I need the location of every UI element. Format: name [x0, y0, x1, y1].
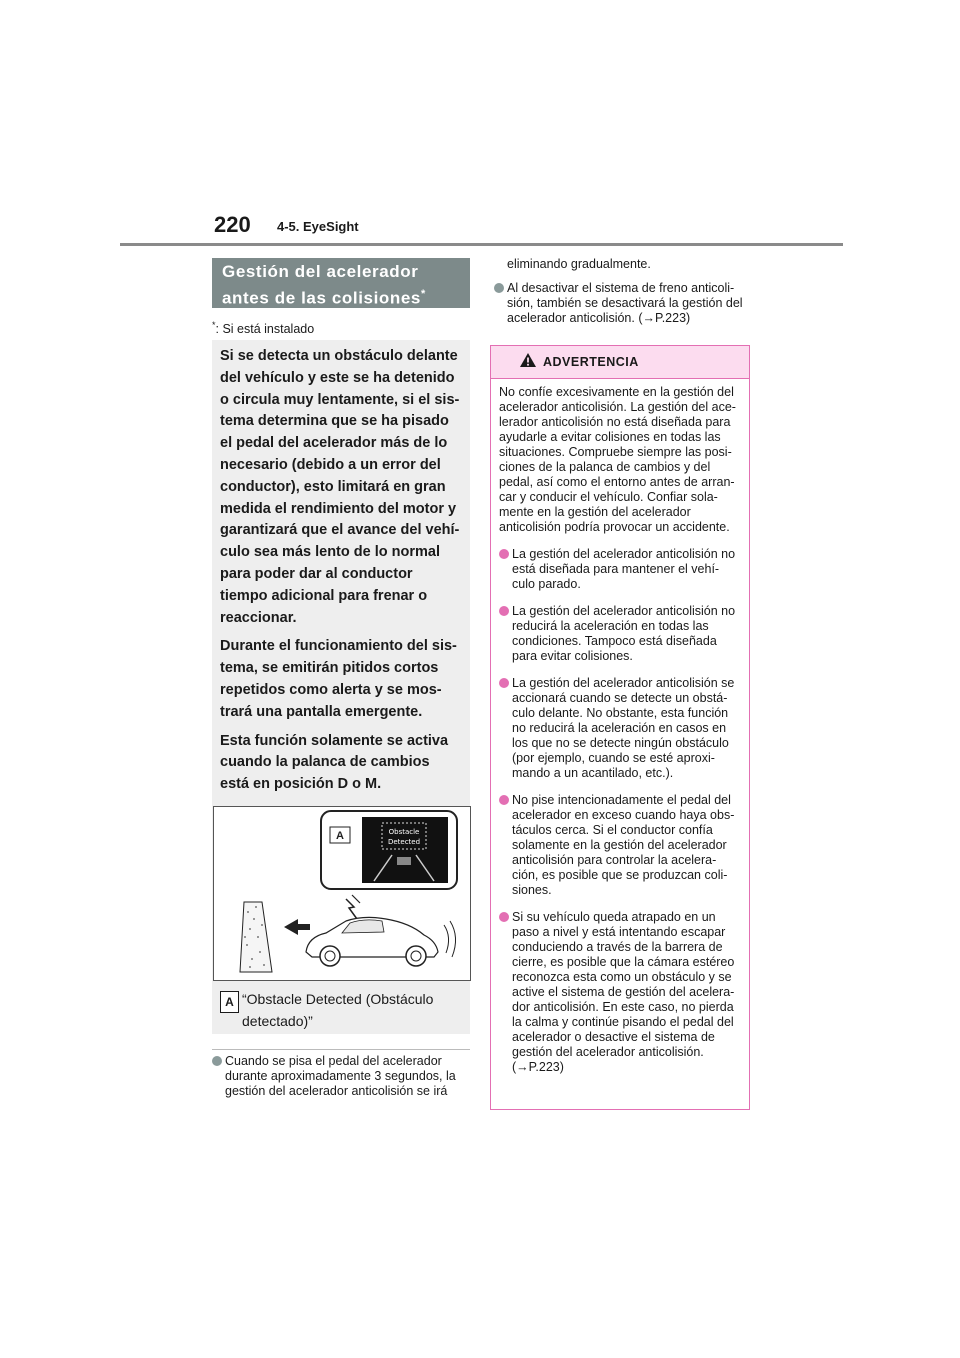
section-title-line1: Gestión del acelerador — [222, 262, 419, 281]
section-heading: 4-5. EyeSight — [277, 219, 359, 234]
list-item: La gestión del acelerador anticolisión no está diseñada para mantener el vehí- culo parado. — [499, 547, 741, 592]
illustration — [213, 806, 471, 981]
summary-paragraph-3: Esta función solamente se activa cuando la palanca de cambios está en posición D o M. — [220, 732, 449, 793]
left-divider — [212, 1049, 470, 1050]
list-item: La gestión del acelerador anticolisión no reducirá la aceleración en todas las condiciones. Tampoco está diseñada para evitar colisiones. — [499, 604, 741, 664]
footnote — [212, 320, 314, 336]
bullet-icon — [499, 795, 509, 805]
callout-label: A — [336, 830, 344, 842]
bullet-icon — [212, 1056, 222, 1066]
summary-paragraph-2: Durante el funcionamiento del sis- tema, se emitirán pitidos cortos repetidos como alerta y se mos- trará una pantalla emergente. — [220, 638, 457, 720]
caption-label-badge: A — [220, 991, 239, 1013]
warning-intro: No confíe excesivamente en la gestión del acelerador anticolisión. La gestión del ace- lerador anticolisión no está diseñada para ayudarle a evitar colisiones en todas las situaciones. Compruebe siempre las posi- ciones de la palanca de cambios y del pedal, así como el entorno antes de arran- car y conducir el vehículo. Confiar sola- mente en la gestión del acelerador anticolisión podría provocar un accidente. — [499, 385, 736, 534]
list-item: No pise intencionadamente el pedal del acelerador en exceso cuando haya obs- táculos cerca. Si el conductor confía solamente en la gestión del acelerador anticolisión para controlar la acelera- ción, es posible que se produzcan coli- siones. — [499, 793, 741, 898]
bullet-icon — [499, 678, 509, 688]
summary-paragraph-1: Si se detecta un obstáculo delante del vehículo y este se ha detenido o circula muy lentamente, si el sis- tema determina que se ha pisado el pedal del acelerador más de lo necesario (debido a un error del conductor), esto limitará en gran medida el rendimiento del motor y garantizará que el avance del vehí- culo sea más lento de lo normal para poder dar al conductor tiempo adicional para frenar o reaccionar. — [220, 348, 460, 626]
footnote-text: : Si está instalado — [215, 322, 315, 337]
section-title — [212, 258, 470, 308]
caption-text: “Obstacle Detected (Obstáculo detectado)” — [242, 991, 434, 1029]
bullet-icon — [499, 912, 509, 922]
header-divider — [120, 243, 843, 246]
section-title-line2: antes de las colisiones — [222, 288, 421, 308]
display-text-line1: Obstacle — [388, 828, 420, 836]
display-text-line2: Detected — [387, 838, 421, 846]
bullet-icon — [494, 283, 504, 293]
section-title-marker: * — [421, 288, 426, 300]
page-number: 220 — [214, 212, 251, 237]
warning-title: ADVERTENCIA — [543, 355, 639, 369]
list-item: La gestión del acelerador anticolisión se accionará cuando se detecte un obstá- culo delante. No obstante, esta función no reducirá la aceleración en casos en los que no se detecte ningún obstáculo (por ejemplo, cuando se esté aproxi- mando a un acantilado, etc.). — [499, 676, 741, 781]
obstacle-illustration — [214, 807, 470, 980]
footnote-marker: * — [212, 320, 216, 330]
continuation-text: eliminando gradualmente. — [507, 257, 651, 271]
warning-header — [491, 346, 749, 379]
bullet-icon — [499, 606, 509, 616]
warning-triangle-icon — [519, 352, 537, 368]
list-item: Cuando se pisa el pedal del acelerador durante aproximadamente 3 segundos, la gestión del acelerador anticolisión se irá — [212, 1054, 470, 1098]
list-item: Si su vehículo queda atrapado en un paso a nivel y está intentando escapar conduciendo a través de la barrera de cierre, es posible que la cámara estéreo reconozca esta como un obstáculo y se active el sistema de gestión del acelera- dor anticolisión. En este caso, no pierda la calma y continúe pisando el pedal del acelerador o desactive el sistema de gestión del acelerador anticolisión. (→P.223) — [499, 910, 741, 1075]
bullet-icon — [499, 549, 509, 559]
list-item: Al desactivar el sistema de freno anticoli- sión, también se desactivará la gestión del acelerador anticolisión. (→P.223) — [494, 281, 756, 325]
warning-box — [490, 345, 750, 1110]
